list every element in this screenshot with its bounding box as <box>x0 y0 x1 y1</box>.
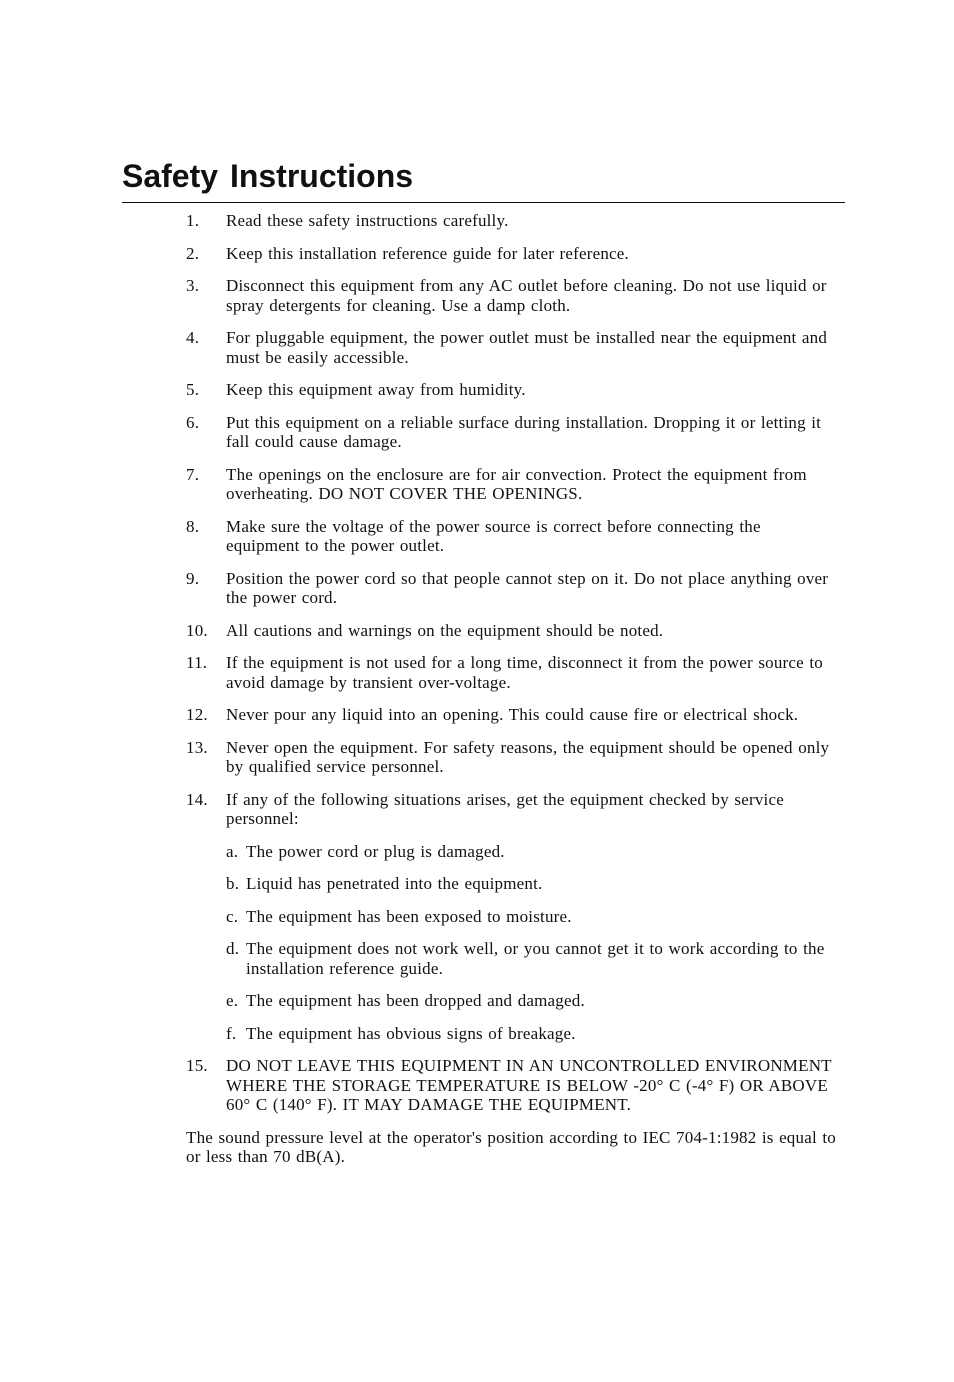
sub-item-letter: a. <box>226 841 239 861</box>
list-item <box>186 621 838 641</box>
sub-item-letter: f. <box>226 1023 237 1043</box>
sub-list-item <box>186 991 838 1011</box>
item-text: Make sure the voltage of the power source is correct before connecting the equipment to the power outlet. <box>226 516 761 555</box>
item-number: 12. <box>186 705 208 724</box>
item-text: If the equipment is not used for a long time, disconnect it from the power source to avoid damage by transient over-voltage. <box>226 653 823 692</box>
sub-item-letter: c. <box>226 906 239 926</box>
item-number: 4. <box>186 328 200 347</box>
list-item <box>186 569 838 608</box>
list-item <box>186 244 838 264</box>
sub-item-text: The equipment does not work well, or you cannot get it to work according to the installation reference guide. <box>246 939 825 978</box>
item-text: Position the power cord so that people cannot step on it. Do not place anything over the power cord. <box>226 568 829 607</box>
list-item <box>186 653 838 692</box>
item-number: 8. <box>186 516 200 536</box>
sub-list-item <box>186 842 838 862</box>
item-text: If any of the following situations arises, get the equipment checked by service personnel: <box>226 789 784 828</box>
item-text: Read these safety instructions carefully. <box>226 211 509 230</box>
list-item <box>186 1056 838 1115</box>
list-item <box>186 705 838 725</box>
item-number: 9. <box>186 568 200 588</box>
list-item <box>186 211 838 231</box>
item-text: Keep this equipment away from humidity. <box>226 380 526 399</box>
list-item <box>186 413 838 452</box>
item-number: 10. <box>186 620 208 640</box>
item-text: All cautions and warnings on the equipment should be noted. <box>226 620 664 640</box>
item-text: Put this equipment on a reliable surface during installation. Dropping it or letting it fall could cause damage. <box>226 412 822 451</box>
item-number: 13. <box>186 737 208 757</box>
sub-item-text: The equipment has obvious signs of breakage. <box>246 1023 576 1043</box>
item-number: 5. <box>186 380 200 399</box>
sub-list-item <box>186 939 838 978</box>
list-item <box>186 790 838 829</box>
item-number: 3. <box>186 276 200 295</box>
sound-pressure-note: The sound pressure level at the operator's position according to IEC 704-1:1982 is equal to or less than 70 dB(A). <box>186 1127 836 1166</box>
item-text: For pluggable equipment, the power outlet must be installed near the equipment and must be easily accessible. <box>226 328 828 367</box>
sub-item-letter: b. <box>226 874 240 893</box>
sub-list-item <box>186 907 838 927</box>
item-text: Never pour any liquid into an opening. This could cause fire or electrical shock. <box>226 705 799 724</box>
list-item <box>186 517 838 556</box>
sub-item-text: The equipment has been exposed to moisture. <box>246 906 572 926</box>
sub-item-text: The equipment has been dropped and damaged. <box>246 991 585 1010</box>
safety-instructions-list <box>186 211 838 1167</box>
item-text: Disconnect this equipment from any AC outlet before cleaning. Do not use liquid or spray detergents for cleaning. Use a damp cloth. <box>226 276 827 315</box>
item-text: The openings on the enclosure are for air convection. Protect the equipment from overheating. DO NOT COVER THE OPENINGS. <box>226 464 807 503</box>
list-item <box>186 380 838 400</box>
list-item <box>186 738 838 777</box>
item-text: DO NOT LEAVE THIS EQUIPMENT IN AN UNCONTROLLED ENVIRONMENT WHERE THE STORAGE TEMPERATURE IS BELOW -20° C (-4° F) OR ABOVE 60° C (140° F). IT MAY DAMAGE THE EQUIPMENT. <box>226 1056 832 1114</box>
item-number: 7. <box>186 464 200 484</box>
sub-item-letter: e. <box>226 991 239 1010</box>
sub-item-text: The power cord or plug is damaged. <box>246 841 505 861</box>
list-item <box>186 276 838 315</box>
page-title: Safety Instructions <box>122 158 414 194</box>
item-number: 1. <box>186 211 200 230</box>
list-item <box>186 465 838 504</box>
item-number: 15. <box>186 1056 208 1075</box>
sub-item-letter: d. <box>226 939 240 958</box>
list-item <box>186 328 838 367</box>
item-number: 6. <box>186 412 200 432</box>
item-text: Keep this installation reference guide for later reference. <box>226 243 629 263</box>
item-number: 11. <box>186 653 208 672</box>
item-number: 2. <box>186 243 200 263</box>
sub-item-text: Liquid has penetrated into the equipment. <box>246 874 543 893</box>
sub-list-item <box>186 874 838 894</box>
sub-list-item <box>186 1024 838 1044</box>
title-divider <box>122 202 845 203</box>
item-text: Never open the equipment. For safety reasons, the equipment should be opened only by qualified service personnel. <box>226 737 830 776</box>
item-number: 14. <box>186 789 208 809</box>
